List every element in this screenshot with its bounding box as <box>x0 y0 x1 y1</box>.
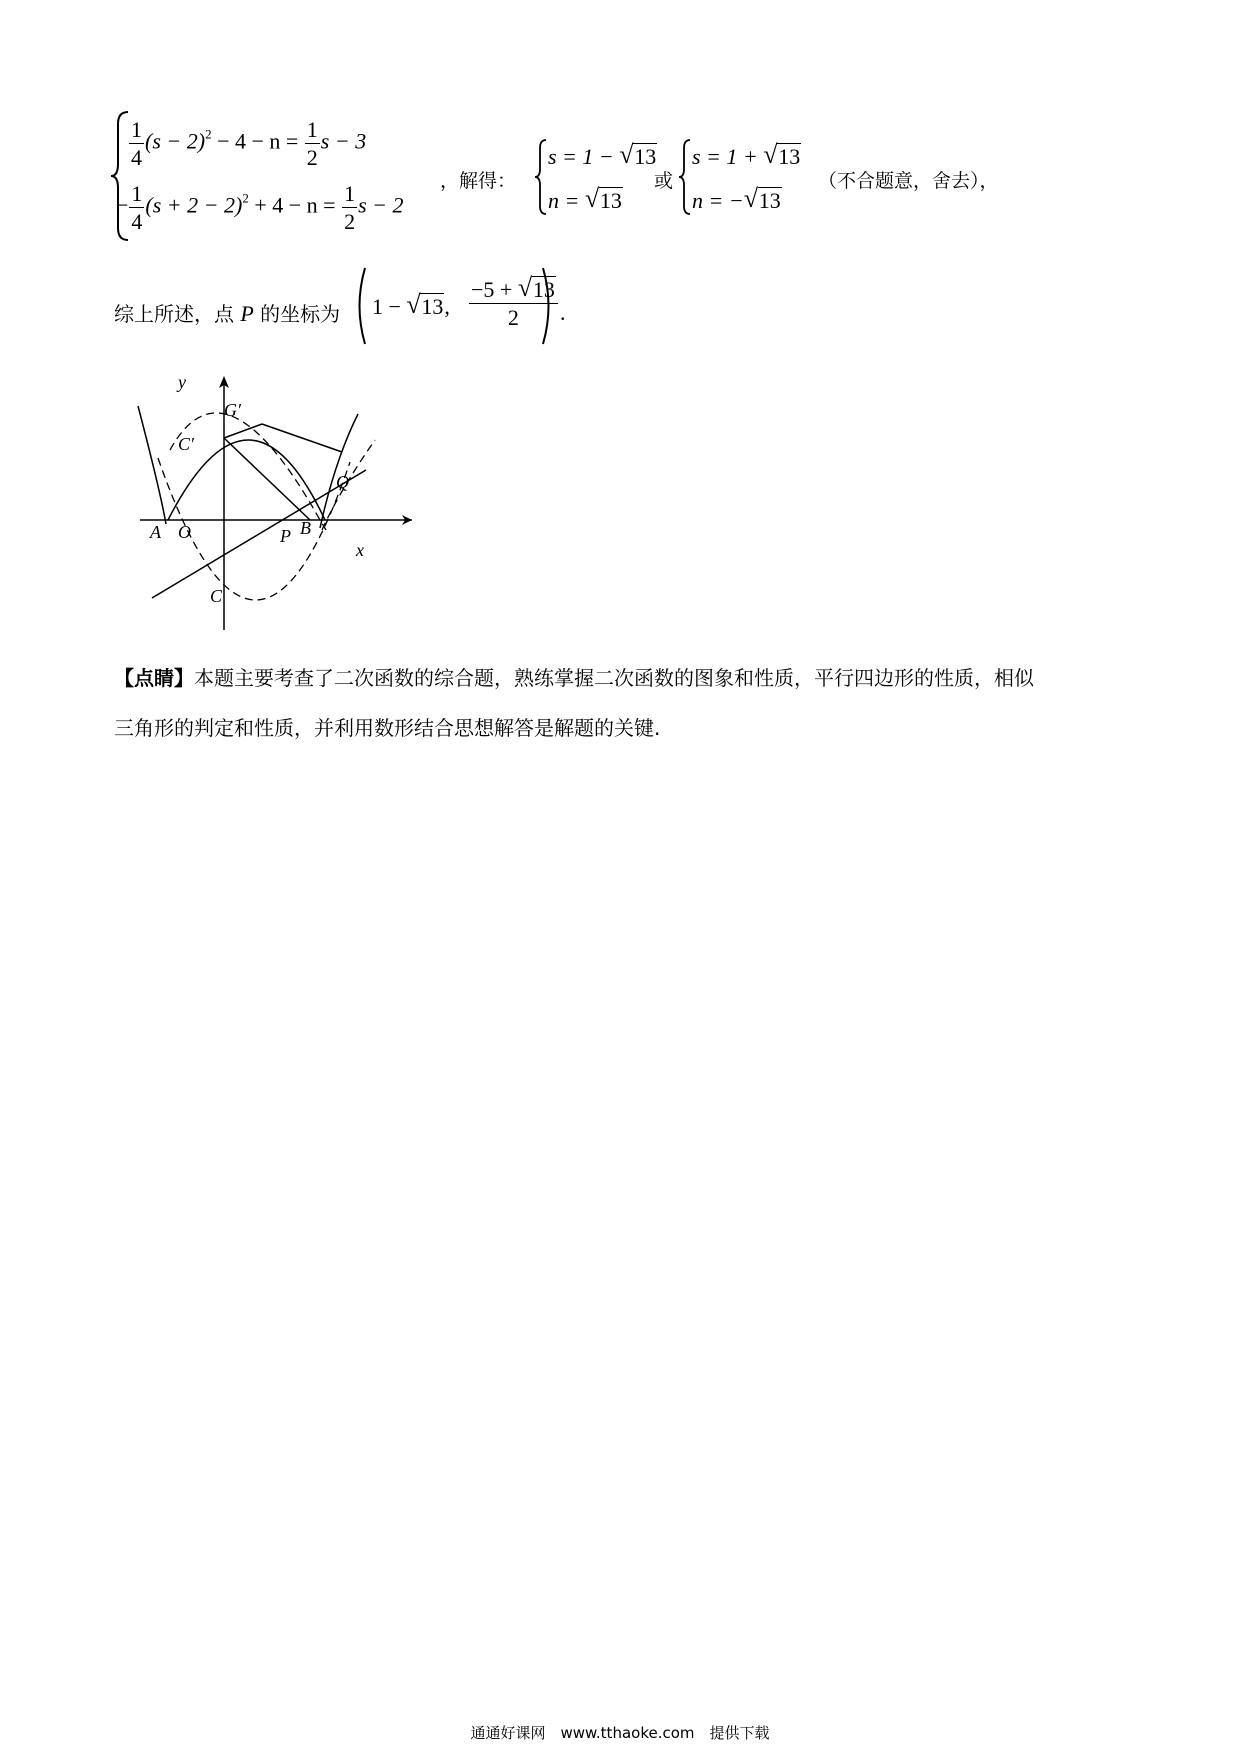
page-footer: 通通好课网 www.tthaoke.com 提供下载 <box>470 1724 770 1742</box>
label-a: A <box>150 522 161 542</box>
conclusion-right-paren <box>540 266 556 346</box>
line-g-q <box>262 424 342 452</box>
conclusion-coord-x: 1 − √ 13, <box>372 290 450 319</box>
system1-eq1: $\frac{1}{4}$ $(s - 2)^2 - 4 - n$ = $\frac{1}{2}$ s − 3 <box>131 117 367 171</box>
solution2-n: n = − √ 13 <box>692 184 781 213</box>
parabola-figure <box>130 370 430 640</box>
label-b: B <box>300 518 311 538</box>
conclusion-end: . <box>560 300 566 325</box>
label-c: C <box>210 586 223 606</box>
solution1-brace <box>534 138 548 216</box>
solid-parabola-left-branch <box>138 406 166 524</box>
or-text: 或 <box>654 170 674 192</box>
solution1-n: n = √ 13 <box>548 184 622 213</box>
comment-label: 【点睛】 <box>114 666 194 690</box>
line-c-prime-g <box>224 424 262 438</box>
solution2-brace <box>678 138 692 216</box>
comment-line-2: 三角形的判定和性质，并利用数形结合思想解答是解题的关键. <box>114 716 661 740</box>
label-g-prime: G′ <box>224 400 241 420</box>
conclusion-left-paren <box>352 266 368 346</box>
label-y: y <box>178 372 186 392</box>
label-c-prime: C′ <box>178 434 194 454</box>
conclusion-line: 综上所述，点 P 的坐标为 <box>114 301 341 326</box>
solid-parabola-right-branch <box>320 414 358 528</box>
system1-eq2: − $\frac{1}{4}$ $(s + 2 - 2)^2 + 4 - n$ = $\frac{1}{2}$ s − 2 <box>116 181 404 235</box>
conclusion-coord-y: −5 + √ 13 2 <box>468 278 559 329</box>
label-x: x <box>356 540 364 560</box>
label-q: Q <box>336 472 349 492</box>
line-c-prime-p <box>224 438 310 520</box>
solution1-s: s = 1 − √ 13 <box>548 140 657 169</box>
reject-text: （不合题意，舍去）， <box>818 170 999 192</box>
label-p: P <box>280 526 291 546</box>
label-o: O <box>178 522 191 542</box>
solve-text: ，解得： <box>440 170 517 192</box>
solution2-s: s = 1 + √ 13 <box>692 140 801 169</box>
comment-line-1: 【点睛】本题主要考查了二次函数的综合题，熟练掌握二次函数的图象和性质，平行四边形的性质，相似 <box>114 666 1034 690</box>
